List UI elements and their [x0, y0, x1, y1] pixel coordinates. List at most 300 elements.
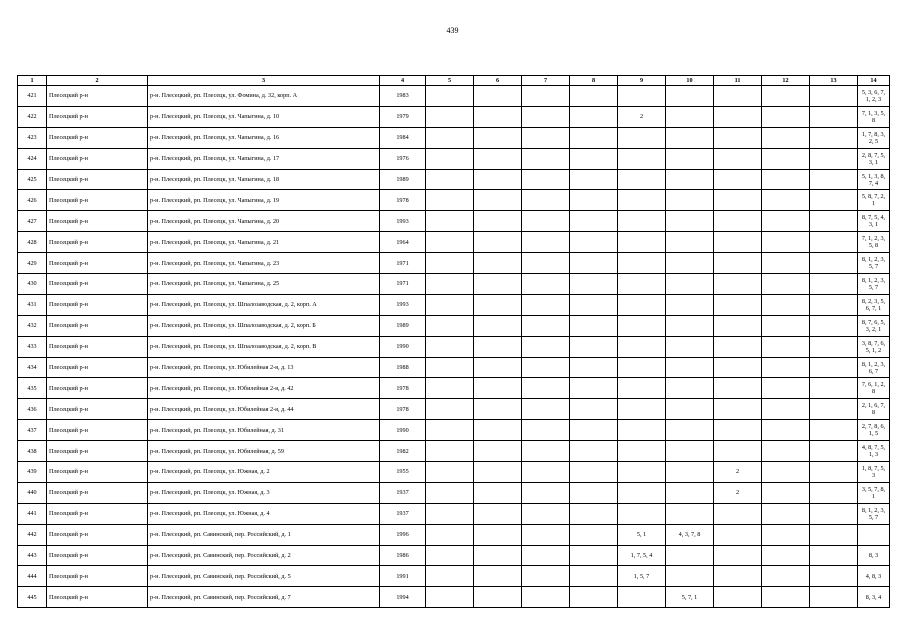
table-row — [18, 274, 890, 295]
col10-cell — [666, 462, 714, 483]
col12-cell — [762, 232, 810, 253]
table-row — [18, 127, 890, 148]
col10-cell — [666, 378, 714, 399]
col8-cell — [570, 441, 618, 462]
address-cell: р-н. Плесецкий, рп. Плесецк, ул. Шпалозаводская, д. 2, корп. А — [148, 294, 380, 315]
col14-cell: 8, 1, 2, 3, 5, 7 — [858, 274, 890, 295]
district-cell: Плесецкий р-н — [47, 420, 148, 441]
year-cell: 1989 — [380, 315, 426, 336]
col14-cell: 2, 7, 8, 6, 1, 5 — [858, 420, 890, 441]
col12-cell — [762, 545, 810, 566]
district-cell: Плесецкий р-н — [47, 211, 148, 232]
col8-cell — [570, 232, 618, 253]
address-cell: р-н. Плесецкий, рп. Плесецк, ул. Южная, д. 2 — [148, 462, 380, 483]
address-cell: р-н. Плесецкий, рп. Плесецк, ул. Чапыгина, д. 23 — [148, 253, 380, 274]
col9-cell — [618, 462, 666, 483]
col13-cell — [810, 462, 858, 483]
col12-cell — [762, 106, 810, 127]
col6-cell — [474, 545, 522, 566]
row-number: 442 — [18, 524, 47, 545]
address-cell: р-н. Плесецкий, рп. Плесецк, ул. Юбилейная 2-я, д. 44 — [148, 399, 380, 420]
col8-cell — [570, 211, 618, 232]
col7-cell — [522, 441, 570, 462]
col6-cell — [474, 503, 522, 524]
col13-cell — [810, 336, 858, 357]
col14-cell: 8, 1, 2, 3, 6, 7 — [858, 357, 890, 378]
col11-cell — [714, 190, 762, 211]
col14-cell: 5, 3, 6, 7, 1, 2, 3 — [858, 86, 890, 107]
column-header: 8 — [570, 76, 618, 86]
col13-cell — [810, 503, 858, 524]
col13-cell — [810, 86, 858, 107]
col11-cell — [714, 357, 762, 378]
col13-cell — [810, 274, 858, 295]
row-number: 421 — [18, 86, 47, 107]
year-cell: 1994 — [380, 587, 426, 608]
col13-cell — [810, 190, 858, 211]
col14-cell: 8, 2, 3, 5, 6, 7, 1 — [858, 294, 890, 315]
col6-cell — [474, 86, 522, 107]
col10-cell — [666, 503, 714, 524]
col10-cell — [666, 274, 714, 295]
col5-cell — [426, 211, 474, 232]
district-cell: Плесецкий р-н — [47, 148, 148, 169]
table-row — [18, 462, 890, 483]
col12-cell — [762, 378, 810, 399]
col11-cell — [714, 524, 762, 545]
col8-cell — [570, 106, 618, 127]
table-row — [18, 587, 890, 608]
table-row — [18, 399, 890, 420]
col11-cell — [714, 315, 762, 336]
address-cell: р-н. Плесецкий, рп. Плесецк, ул. Чапыгина, д. 18 — [148, 169, 380, 190]
col14-cell: 4, 8, 3 — [858, 566, 890, 587]
col12-cell — [762, 399, 810, 420]
table-row — [18, 566, 890, 587]
district-cell: Плесецкий р-н — [47, 503, 148, 524]
col14-cell: 8, 7, 5, 4, 3, 1 — [858, 211, 890, 232]
table-row — [18, 148, 890, 169]
row-number: 424 — [18, 148, 47, 169]
col11-cell — [714, 587, 762, 608]
col12-cell — [762, 357, 810, 378]
col9-cell — [618, 336, 666, 357]
row-number: 431 — [18, 294, 47, 315]
col9-cell — [618, 503, 666, 524]
row-number: 422 — [18, 106, 47, 127]
col9-cell: 1, 5, 7 — [618, 566, 666, 587]
col5-cell — [426, 420, 474, 441]
col12-cell — [762, 253, 810, 274]
col14-cell: 2, 8, 7, 5, 3, 1 — [858, 148, 890, 169]
row-number: 425 — [18, 169, 47, 190]
district-cell: Плесецкий р-н — [47, 106, 148, 127]
col9-cell — [618, 294, 666, 315]
col6-cell — [474, 357, 522, 378]
col14-cell: 7, 1, 2, 3, 5, 8 — [858, 232, 890, 253]
address-cell: р-н. Плесецкий, рп. Савинский, пер. Российский, д. 5 — [148, 566, 380, 587]
table-row — [18, 232, 890, 253]
table-row — [18, 378, 890, 399]
table-row — [18, 253, 890, 274]
col7-cell — [522, 566, 570, 587]
col12-cell — [762, 190, 810, 211]
col7-cell — [522, 378, 570, 399]
address-cell: р-н. Плесецкий, рп. Плесецк, ул. Чапыгина, д. 17 — [148, 148, 380, 169]
col5-cell — [426, 545, 474, 566]
col10-cell — [666, 482, 714, 503]
col13-cell — [810, 211, 858, 232]
col8-cell — [570, 169, 618, 190]
col9-cell: 5, 1 — [618, 524, 666, 545]
col12-cell — [762, 127, 810, 148]
year-cell: 1989 — [380, 169, 426, 190]
col12-cell — [762, 274, 810, 295]
table-row — [18, 190, 890, 211]
col6-cell — [474, 462, 522, 483]
col10-cell — [666, 399, 714, 420]
column-header: 14 — [858, 76, 890, 86]
col14-cell: 7, 6, 1, 2, 8 — [858, 378, 890, 399]
col12-cell — [762, 86, 810, 107]
col8-cell — [570, 253, 618, 274]
col7-cell — [522, 482, 570, 503]
col7-cell — [522, 253, 570, 274]
col7-cell — [522, 462, 570, 483]
col10-cell — [666, 294, 714, 315]
district-cell: Плесецкий р-н — [47, 253, 148, 274]
col13-cell — [810, 253, 858, 274]
col5-cell — [426, 315, 474, 336]
row-number: 436 — [18, 399, 47, 420]
col14-cell: 5, 8, 7, 2, 1 — [858, 190, 890, 211]
row-number: 443 — [18, 545, 47, 566]
col7-cell — [522, 274, 570, 295]
col14-cell: 1, 7, 8, 3, 2, 5 — [858, 127, 890, 148]
col7-cell — [522, 106, 570, 127]
col5-cell — [426, 503, 474, 524]
col12-cell — [762, 566, 810, 587]
col9-cell — [618, 587, 666, 608]
year-cell: 1978 — [380, 190, 426, 211]
col8-cell — [570, 294, 618, 315]
col12-cell — [762, 211, 810, 232]
district-cell: Плесецкий р-н — [47, 587, 148, 608]
col6-cell — [474, 253, 522, 274]
col8-cell — [570, 566, 618, 587]
col13-cell — [810, 420, 858, 441]
district-cell: Плесецкий р-н — [47, 274, 148, 295]
row-number: 445 — [18, 587, 47, 608]
col14-cell: 7, 1, 3, 5, 8 — [858, 106, 890, 127]
col8-cell — [570, 127, 618, 148]
col10-cell — [666, 169, 714, 190]
col14-cell: 1, 8, 7, 5, 3 — [858, 462, 890, 483]
table-row — [18, 482, 890, 503]
address-cell: р-н. Плесецкий, рп. Савинский, пер. Российский, д. 1 — [148, 524, 380, 545]
table-row — [18, 441, 890, 462]
col5-cell — [426, 378, 474, 399]
row-number: 426 — [18, 190, 47, 211]
col14-cell: 3, 5, 7, 8, 1 — [858, 482, 890, 503]
year-cell: 1971 — [380, 253, 426, 274]
district-cell: Плесецкий р-н — [47, 294, 148, 315]
district-cell: Плесецкий р-н — [47, 315, 148, 336]
col10-cell — [666, 566, 714, 587]
col13-cell — [810, 441, 858, 462]
address-cell: р-н. Плесецкий, рп. Плесецк, ул. Южная, д. 4 — [148, 503, 380, 524]
col9-cell — [618, 190, 666, 211]
col13-cell — [810, 566, 858, 587]
col9-cell — [618, 211, 666, 232]
col7-cell — [522, 294, 570, 315]
col9-cell: 2 — [618, 106, 666, 127]
col8-cell — [570, 524, 618, 545]
col13-cell — [810, 357, 858, 378]
col5-cell — [426, 524, 474, 545]
col9-cell — [618, 148, 666, 169]
column-header: 1 — [18, 76, 47, 86]
row-number: 440 — [18, 482, 47, 503]
col13-cell — [810, 587, 858, 608]
col7-cell — [522, 127, 570, 148]
address-cell: р-н. Плесецкий, рп. Плесецк, ул. Чапыгина, д. 20 — [148, 211, 380, 232]
col9-cell — [618, 315, 666, 336]
col6-cell — [474, 274, 522, 295]
col5-cell — [426, 294, 474, 315]
page-number: 439 — [446, 26, 459, 35]
column-header: 13 — [810, 76, 858, 86]
district-cell: Плесецкий р-н — [47, 399, 148, 420]
col13-cell — [810, 294, 858, 315]
year-cell: 1991 — [380, 566, 426, 587]
col10-cell — [666, 106, 714, 127]
address-cell: р-н. Плесецкий, рп. Савинский, пер. Российский, д. 7 — [148, 587, 380, 608]
col8-cell — [570, 357, 618, 378]
col10-cell — [666, 253, 714, 274]
col5-cell — [426, 169, 474, 190]
district-cell: Плесецкий р-н — [47, 545, 148, 566]
col8-cell — [570, 399, 618, 420]
row-number: 427 — [18, 211, 47, 232]
row-number: 433 — [18, 336, 47, 357]
row-number: 437 — [18, 420, 47, 441]
col7-cell — [522, 399, 570, 420]
address-cell: р-н. Плесецкий, рп. Плесецк, ул. Чапыгина, д. 10 — [148, 106, 380, 127]
col11-cell — [714, 336, 762, 357]
col12-cell — [762, 169, 810, 190]
col8-cell — [570, 587, 618, 608]
col10-cell — [666, 441, 714, 462]
district-cell: Плесецкий р-н — [47, 441, 148, 462]
col14-cell: 8, 7, 6, 5, 3, 2, 1 — [858, 315, 890, 336]
col11-cell — [714, 86, 762, 107]
col10-cell — [666, 315, 714, 336]
table-row — [18, 106, 890, 127]
col11-cell — [714, 253, 762, 274]
col11-cell — [714, 503, 762, 524]
col14-cell: 8, 3 — [858, 545, 890, 566]
col7-cell — [522, 420, 570, 441]
column-header: 3 — [148, 76, 380, 86]
col5-cell — [426, 86, 474, 107]
col6-cell — [474, 378, 522, 399]
col14-cell: 5, 1, 3, 8, 7, 4 — [858, 169, 890, 190]
col11-cell — [714, 106, 762, 127]
col14-cell: 2, 1, 6, 7, 8 — [858, 399, 890, 420]
year-cell: 1984 — [380, 127, 426, 148]
district-cell: Плесецкий р-н — [47, 482, 148, 503]
row-number: 434 — [18, 357, 47, 378]
year-cell: 1978 — [380, 378, 426, 399]
col13-cell — [810, 232, 858, 253]
col13-cell — [810, 315, 858, 336]
district-cell: Плесецкий р-н — [47, 232, 148, 253]
col13-cell — [810, 482, 858, 503]
col5-cell — [426, 106, 474, 127]
address-cell: р-н. Плесецкий, рп. Плесецк, ул. Шпалозаводская, д. 2, корп. Б — [148, 315, 380, 336]
address-cell: р-н. Плесецкий, рп. Плесецк, ул. Шпалозаводская, д. 2, корп. В — [148, 336, 380, 357]
col8-cell — [570, 545, 618, 566]
column-header: 2 — [47, 76, 148, 86]
year-cell: 1988 — [380, 357, 426, 378]
col7-cell — [522, 587, 570, 608]
col9-cell — [618, 482, 666, 503]
district-cell: Плесецкий р-н — [47, 336, 148, 357]
col5-cell — [426, 587, 474, 608]
col13-cell — [810, 169, 858, 190]
address-cell: р-н. Плесецкий, рп. Савинский, пер. Российский, д. 2 — [148, 545, 380, 566]
col13-cell — [810, 524, 858, 545]
address-cell: р-н. Плесецкий, рп. Плесецк, ул. Юбилейная 2-я, д. 13 — [148, 357, 380, 378]
col14-cell — [858, 524, 890, 545]
col5-cell — [426, 399, 474, 420]
col8-cell — [570, 420, 618, 441]
column-header: 10 — [666, 76, 714, 86]
col12-cell — [762, 148, 810, 169]
col14-cell: 4, 8, 7, 5, 1, 3 — [858, 441, 890, 462]
col6-cell — [474, 106, 522, 127]
col7-cell — [522, 315, 570, 336]
col8-cell — [570, 378, 618, 399]
col11-cell — [714, 274, 762, 295]
col6-cell — [474, 587, 522, 608]
col10-cell — [666, 190, 714, 211]
table-row — [18, 315, 890, 336]
col6-cell — [474, 232, 522, 253]
col8-cell — [570, 274, 618, 295]
col8-cell — [570, 336, 618, 357]
col12-cell — [762, 503, 810, 524]
col12-cell — [762, 462, 810, 483]
col7-cell — [522, 545, 570, 566]
col6-cell — [474, 315, 522, 336]
row-number: 444 — [18, 566, 47, 587]
col11-cell — [714, 441, 762, 462]
address-cell: р-н. Плесецкий, рп. Плесецк, ул. Юбилейная, д. 59 — [148, 441, 380, 462]
col8-cell — [570, 503, 618, 524]
district-cell: Плесецкий р-н — [47, 462, 148, 483]
table-row — [18, 420, 890, 441]
year-cell: 1964 — [380, 232, 426, 253]
year-cell: 1937 — [380, 482, 426, 503]
row-number: 423 — [18, 127, 47, 148]
col9-cell — [618, 169, 666, 190]
col11-cell — [714, 294, 762, 315]
col8-cell — [570, 86, 618, 107]
district-cell: Плесецкий р-н — [47, 566, 148, 587]
col10-cell — [666, 545, 714, 566]
address-cell: р-н. Плесецкий, рп. Плесецк, ул. Юбилейная, д. 31 — [148, 420, 380, 441]
year-cell: 1955 — [380, 462, 426, 483]
col13-cell — [810, 399, 858, 420]
year-cell: 1990 — [380, 336, 426, 357]
row-number: 435 — [18, 378, 47, 399]
column-header: 12 — [762, 76, 810, 86]
col7-cell — [522, 190, 570, 211]
column-header: 5 — [426, 76, 474, 86]
col14-cell: 3, 8, 7, 6, 5, 1, 2 — [858, 336, 890, 357]
row-number: 429 — [18, 253, 47, 274]
address-cell: р-н. Плесецкий, рп. Плесецк, ул. Чапыгина, д. 16 — [148, 127, 380, 148]
col5-cell — [426, 357, 474, 378]
col6-cell — [474, 420, 522, 441]
address-cell: р-н. Плесецкий, рп. Плесецк, ул. Южная, д. 3 — [148, 482, 380, 503]
column-header: 7 — [522, 76, 570, 86]
table-row — [18, 336, 890, 357]
col7-cell — [522, 148, 570, 169]
col9-cell — [618, 86, 666, 107]
row-number: 428 — [18, 232, 47, 253]
col13-cell — [810, 106, 858, 127]
address-cell: р-н. Плесецкий, рп. Плесецк, ул. Чапыгина, д. 19 — [148, 190, 380, 211]
year-cell: 1993 — [380, 294, 426, 315]
col7-cell — [522, 211, 570, 232]
col6-cell — [474, 399, 522, 420]
col14-cell: 8, 1, 2, 3, 5, 7 — [858, 253, 890, 274]
col11-cell — [714, 399, 762, 420]
table-row — [18, 169, 890, 190]
col6-cell — [474, 441, 522, 462]
col6-cell — [474, 566, 522, 587]
col9-cell — [618, 127, 666, 148]
col5-cell — [426, 148, 474, 169]
col12-cell — [762, 315, 810, 336]
col13-cell — [810, 545, 858, 566]
col5-cell — [426, 190, 474, 211]
year-cell: 1990 — [380, 420, 426, 441]
col7-cell — [522, 357, 570, 378]
table-row — [18, 503, 890, 524]
col7-cell — [522, 232, 570, 253]
col9-cell — [618, 274, 666, 295]
table-row — [18, 357, 890, 378]
col14-cell: 8, 1, 2, 3, 5, 7 — [858, 503, 890, 524]
col11-cell — [714, 232, 762, 253]
table-row — [18, 86, 890, 107]
year-cell: 1971 — [380, 274, 426, 295]
col9-cell — [618, 441, 666, 462]
col6-cell — [474, 169, 522, 190]
address-cell: р-н. Плесецкий, рп. Плесецк, ул. Чапыгина, д. 21 — [148, 232, 380, 253]
col5-cell — [426, 253, 474, 274]
column-header: 6 — [474, 76, 522, 86]
col10-cell: 5, 7, 1 — [666, 587, 714, 608]
col11-cell: 2 — [714, 482, 762, 503]
col11-cell — [714, 566, 762, 587]
col13-cell — [810, 378, 858, 399]
col7-cell — [522, 169, 570, 190]
